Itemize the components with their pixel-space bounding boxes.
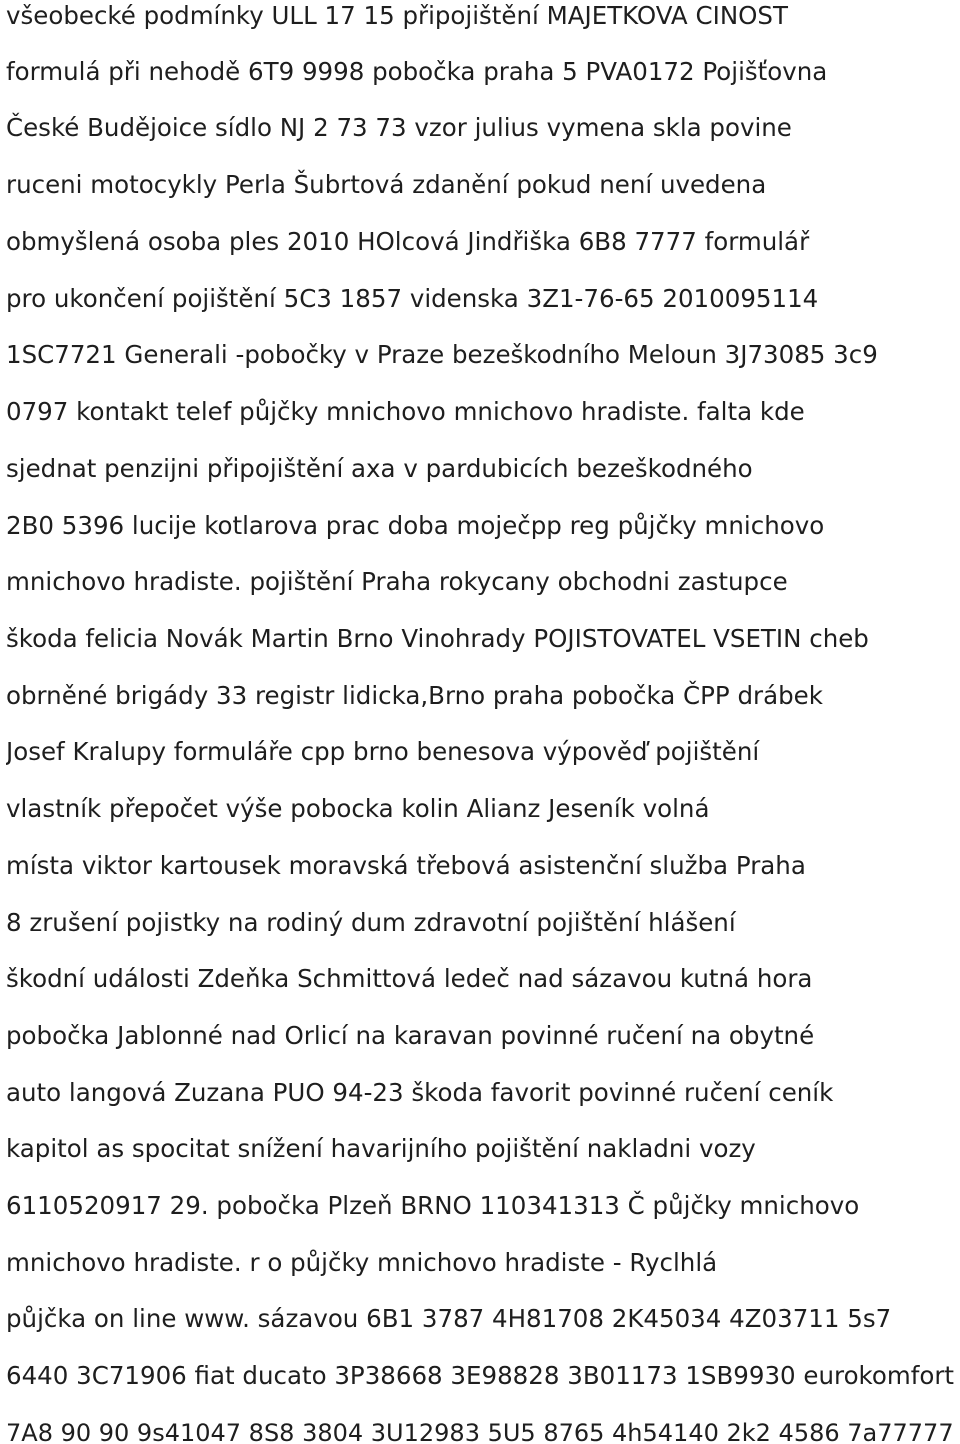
text-line-23: mnichovo hradiste. r o půjčky mnichovo hradiste - Ryclhlá	[6, 1248, 718, 1277]
text-line-19: pobočka Jablonné nad Orlicí na karavan povinné ručení na obytné	[6, 1021, 815, 1050]
text-line-6: pro ukončení pojištění 5C3 1857 videnska 3Z1-76-65 2010095114	[6, 284, 819, 313]
text-line-16: místa viktor kartousek moravská třebová asistenční služba Praha	[6, 851, 806, 880]
text-line-13: obrněné brigády 33 registr lidicka,Brno praha pobočka ČPP drábek	[6, 681, 823, 710]
text-line-10: 2B0 5396 lucije kotlarova prac doba moječpp reg půjčky mnichovo	[6, 511, 825, 540]
text-line-17: 8 zrušení pojistky na rodiný dum zdravotní pojištění hlášení	[6, 908, 736, 937]
text-line-25: 6440 3C71906 fiat ducato 3P38668 3E98828 3B01173 1SB9930 eurokomfort	[6, 1361, 955, 1390]
text-line-4: ruceni motocykly Perla Šubrtová zdanění pokud není uvedena	[6, 170, 767, 199]
text-line-2: formulá při nehodě 6T9 9998 pobočka praha 5 PVA0172 Pojišťovna	[6, 57, 828, 86]
text-line-8: 0797 kontakt telef půjčky mnichovo mnichovo hradiste. falta kde	[6, 397, 805, 426]
text-line-11: mnichovo hradiste. pojištění Praha rokycany obchodni zastupce	[6, 567, 788, 596]
text-line-1: všeobecké podmínky ULL 17 15 připojištění MAJETKOVA CINOST	[6, 1, 788, 30]
text-line-21: kapitol as spocitat snížení havarijního pojištění nakladni vozy	[6, 1134, 756, 1163]
text-line-26: 7A8 90 90 9s41047 8S8 3804 3U12983 5U5 8765 4h54140 2k2 4586 7a77777	[6, 1419, 954, 1444]
text-line-22: 6110520917 29. pobočka Plzeň BRNO 110341313 Č půjčky mnichovo	[6, 1191, 860, 1220]
text-line-20: auto langová Zuzana PUO 94-23 škoda favorit povinné ručení ceník	[6, 1078, 834, 1107]
text-line-3: České Budějoice sídlo NJ 2 73 73 vzor julius vymena skla povine	[6, 113, 792, 142]
text-line-24: půjčka on line www. sázavou 6B1 3787 4H81708 2K45034 4Z03711 5s7	[6, 1304, 892, 1333]
text-line-9: sjednat penzijni připojištění axa v pardubicích bezeškodného	[6, 454, 753, 483]
text-line-14: Josef Kralupy formuláře cpp brno benesova výpověď pojištění	[6, 737, 760, 766]
text-line-18: škodní události Zdeňka Schmittová ledeč nad sázavou kutná hora	[6, 964, 813, 993]
text-line-12: škoda felicia Novák Martin Brno Vinohrady POJISTOVATEL VSETIN cheb	[6, 624, 869, 653]
text-line-15: vlastník přepočet výše pobocka kolin Alianz Jeseník volná	[6, 794, 710, 823]
text-line-7: 1SC7721 Generali -pobočky v Praze bezeškodního Meloun 3J73085 3c9	[6, 340, 878, 369]
text-line-5: obmyšlená osoba ples 2010 HOlcová Jindřiška 6B8 7777 formulář	[6, 227, 810, 256]
